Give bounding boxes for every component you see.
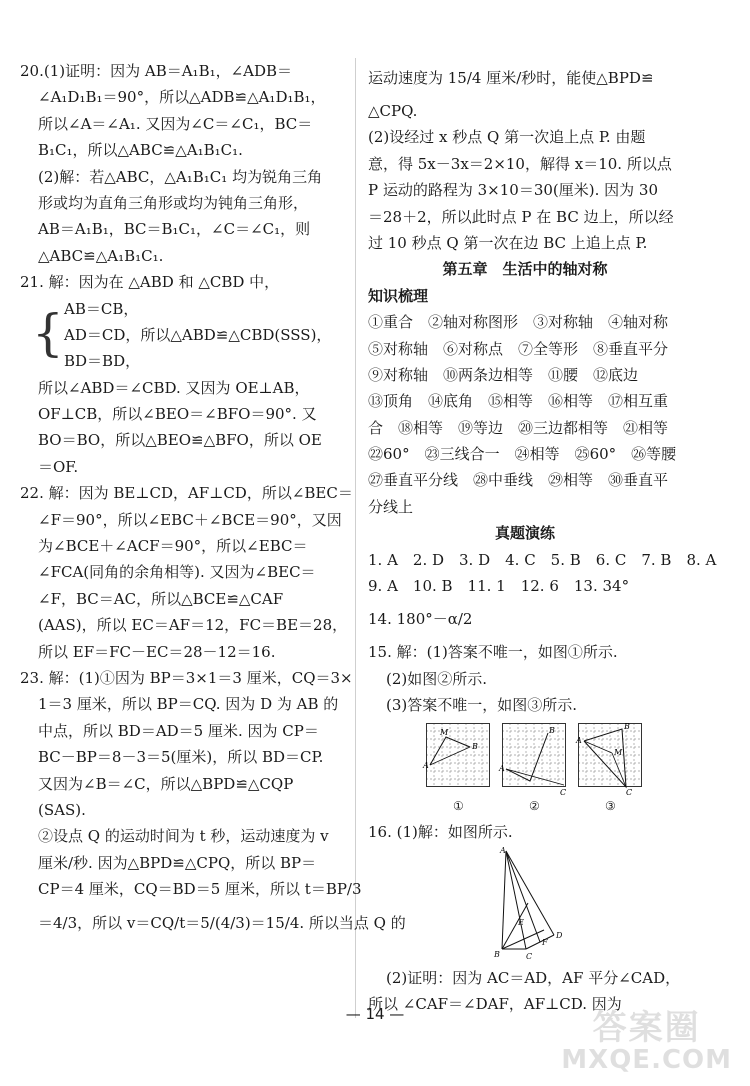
answers-line: 1. A 2. D 3. D 4. C 5. B 6. C 7. B 8. A <box>368 550 717 569</box>
answer-line: B₁C₁，所以△ABC≌△A₁B₁C₁. <box>38 141 243 160</box>
answer-line: (SAS). <box>38 800 86 819</box>
figure-label-2: ② <box>529 798 540 813</box>
svg-text:B: B <box>624 721 630 731</box>
knowledge-line: ⑤对称轴 ⑥对称点 ⑦全等形 ⑧垂直平分 <box>368 339 669 358</box>
answer-line: ∠FCA(同角的余角相等). 又因为∠BEC＝ <box>38 563 316 582</box>
answer-line: ∠F，BC＝AC，所以△BCE≌△CAF <box>38 589 284 608</box>
right-column <box>368 58 717 1018</box>
answer-line: 又因为∠B＝∠C，所以△BPD≌△CQP <box>38 774 294 793</box>
svg-text:E: E <box>518 917 524 927</box>
grid-figure-1 <box>423 723 490 787</box>
watermark-line1: 答案圈 <box>592 1008 701 1049</box>
answer-line: AB＝A₁B₁，BC＝B₁C₁，∠C＝∠C₁，则 <box>38 220 311 239</box>
svg-text:B: B <box>494 949 500 959</box>
q23-continued-line: 运动速度为 15/4 厘米/秒时，能使△BPD≌ <box>368 69 654 87</box>
figure-label-3: ③ <box>605 798 616 813</box>
svg-text:M: M <box>614 747 623 757</box>
q23-continued-line: 过 10 秒点 Q 第一次在边 BC 上追上点 P. <box>368 233 648 252</box>
answer-line: 形或均为直角三角形或均为钝角三角形， <box>38 193 309 212</box>
svg-text:A: A <box>500 845 506 855</box>
figure-label-1: ① <box>453 798 464 813</box>
answer-line: 所以 EF＝FC－EC＝28－12＝16. <box>38 642 276 661</box>
answer-line: ∠F＝90°，所以∠EBC＋∠BCE＝90°，又因 <box>38 510 342 529</box>
grid-figure-2 <box>499 723 567 797</box>
svg-text:C: C <box>626 787 633 797</box>
svg-text:M: M <box>440 727 449 737</box>
answer-line: 23. 解：(1)①因为 BP＝3×1＝3 厘米，CQ＝3× <box>20 668 353 687</box>
q16-line: 16. (1)解：如图所示. <box>368 822 513 841</box>
answer-line: (AAS)，所以 EC＝AF＝12，FC＝BE＝28， <box>38 616 348 635</box>
knowledge-line: ⑨对称轴 ⑩两条边相等 ⑪腰 ⑫底边 <box>368 365 639 384</box>
answers-line: 9. A 10. B 11. 1 12. 6 13. 34° <box>368 577 630 596</box>
brace-symbol: { <box>32 303 64 362</box>
knowledge-line: ㉒60° ㉓三线合一 ㉔相等 ㉕60° ㉖等腰 <box>368 445 677 464</box>
answer-line: BO＝BO，所以△BEO≌△BFO，所以 OE <box>38 431 322 450</box>
section-title-knowledge: 知识梳理 <box>368 286 429 305</box>
svg-text:B: B <box>472 741 478 751</box>
answer-line: 中点，所以 BD＝AD＝5 厘米. 因为 CP＝ <box>38 721 319 740</box>
q23-continued-line: ＝28＋2，所以此时点 P 在 BC 边上，所以经 <box>368 207 674 226</box>
watermark-line2: MXQE.COM <box>561 1044 732 1075</box>
answer-line: 为∠BCE＋∠ACF＝90°，所以∠EBC＝ <box>38 537 308 556</box>
q14-answer: 14. 180°－α/2 <box>368 610 473 629</box>
answer-line: AB＝CB， <box>64 299 139 318</box>
q15-figures <box>368 719 682 819</box>
watermark-logo <box>561 1008 732 1075</box>
answer-line: 所以∠ABD＝∠CBD. 又因为 OE⊥AB， <box>38 378 310 397</box>
chapter-title: 第五章 生活中的轴对称 <box>442 260 608 279</box>
q16-figure <box>368 845 682 965</box>
answer-line: △ABC≌△A₁B₁C₁. <box>38 246 164 265</box>
svg-text:C: C <box>560 787 567 797</box>
grid-figure-3 <box>578 723 646 795</box>
answer-line: CP＝4 厘米，CQ＝BD＝5 厘米，所以 t＝BP/3 <box>38 880 362 899</box>
q23-continued-line: P 运动的路程为 3×10＝30(厘米). 因为 30 <box>368 181 659 200</box>
answer-line: BC－BP＝8－3＝5(厘米)，所以 BD＝CP. <box>38 748 324 767</box>
svg-text:A: A <box>576 735 582 745</box>
answer-line: 21. 解：因为在 △ABD 和 △CBD 中， <box>20 273 280 292</box>
knowledge-line: ㉗垂直平分线 ㉘中垂线 ㉙相等 ㉚垂直平 <box>368 471 669 490</box>
svg-text:B: B <box>549 725 555 735</box>
q23-continued-line: (2)设经过 x 秒点 Q 第一次追上点 P. 由题 <box>368 128 646 147</box>
answer-line: OF⊥CB，所以∠BEO＝∠BFO＝90°. 又 <box>38 405 317 424</box>
q15-line: (2)如图②所示. <box>386 669 488 688</box>
section-title-exam: 真题演练 <box>494 524 555 543</box>
q15-line: 15. 解：(1)答案不唯一，如图①所示. <box>368 643 618 662</box>
answer-line: 22. 解：因为 BE⊥CD，AF⊥CD，所以∠BEC＝ <box>20 484 353 503</box>
knowledge-line: 合 ⑱相等 ⑲等边 ⑳三边都相等 ㉑相等 <box>368 418 669 437</box>
svg-text:A: A <box>499 763 505 773</box>
answer-line: 1＝3 厘米，所以 BP＝CQ. 因为 D 为 AB 的 <box>38 695 339 714</box>
svg-text:C: C <box>526 951 533 961</box>
answer-line: ＝4/3，所以 v＝CQ/t＝5/(4/3)＝15/4. 所以当点 Q 的 <box>38 913 406 932</box>
answer-line: 所以∠A＝∠A₁. 又因为∠C＝∠C₁，BC＝ <box>38 114 313 133</box>
svg-text:A: A <box>423 760 429 770</box>
page-number: — 14 — <box>345 1005 405 1023</box>
answer-line: (2)解：若△ABC，△A₁B₁C₁ 均为锐角三角 <box>38 167 323 186</box>
q15-line: (3)答案不唯一，如图③所示. <box>386 696 578 715</box>
answer-line: ＝OF. <box>38 457 79 476</box>
knowledge-line: ①重合 ②轴对称图形 ③对称轴 ④轴对称 <box>368 313 669 332</box>
answer-line: 20.(1)证明：因为 AB＝A₁B₁，∠ADB＝ <box>20 62 293 80</box>
q16-line: (2)证明：因为 AC＝AD，AF 平分∠CAD， <box>386 968 681 987</box>
answer-line: ②设点 Q 的运动时间为 t 秒，运动速度为 v <box>38 827 329 846</box>
q16-line: 所以 ∠CAF＝∠DAF，AF⊥CD. 因为 <box>368 995 622 1014</box>
q23-continued-line: 意，得 5x－3x＝2×10，解得 x＝10. 所以点 <box>368 154 672 173</box>
knowledge-line: ⑬顶角 ⑭底角 ⑮相等 ⑯相等 ⑰相互重 <box>368 392 669 411</box>
answer-line: 厘米/秒. 因为△BPD≌△CPQ，所以 BP＝ <box>38 853 317 872</box>
answer-line: ∠A₁D₁B₁＝90°，所以△ADB≌△A₁D₁B₁， <box>38 88 326 107</box>
svg-text:D: D <box>556 930 563 940</box>
knowledge-line: 分线上 <box>368 497 414 516</box>
column-divider <box>355 58 356 1018</box>
answer-line: BD＝BD， <box>64 352 141 371</box>
svg-text:F: F <box>542 937 548 947</box>
answer-line: AD＝CD，所以△ABD≌△CBD(SSS)， <box>64 325 332 344</box>
q23-continued-line: △CPQ. <box>368 102 418 120</box>
